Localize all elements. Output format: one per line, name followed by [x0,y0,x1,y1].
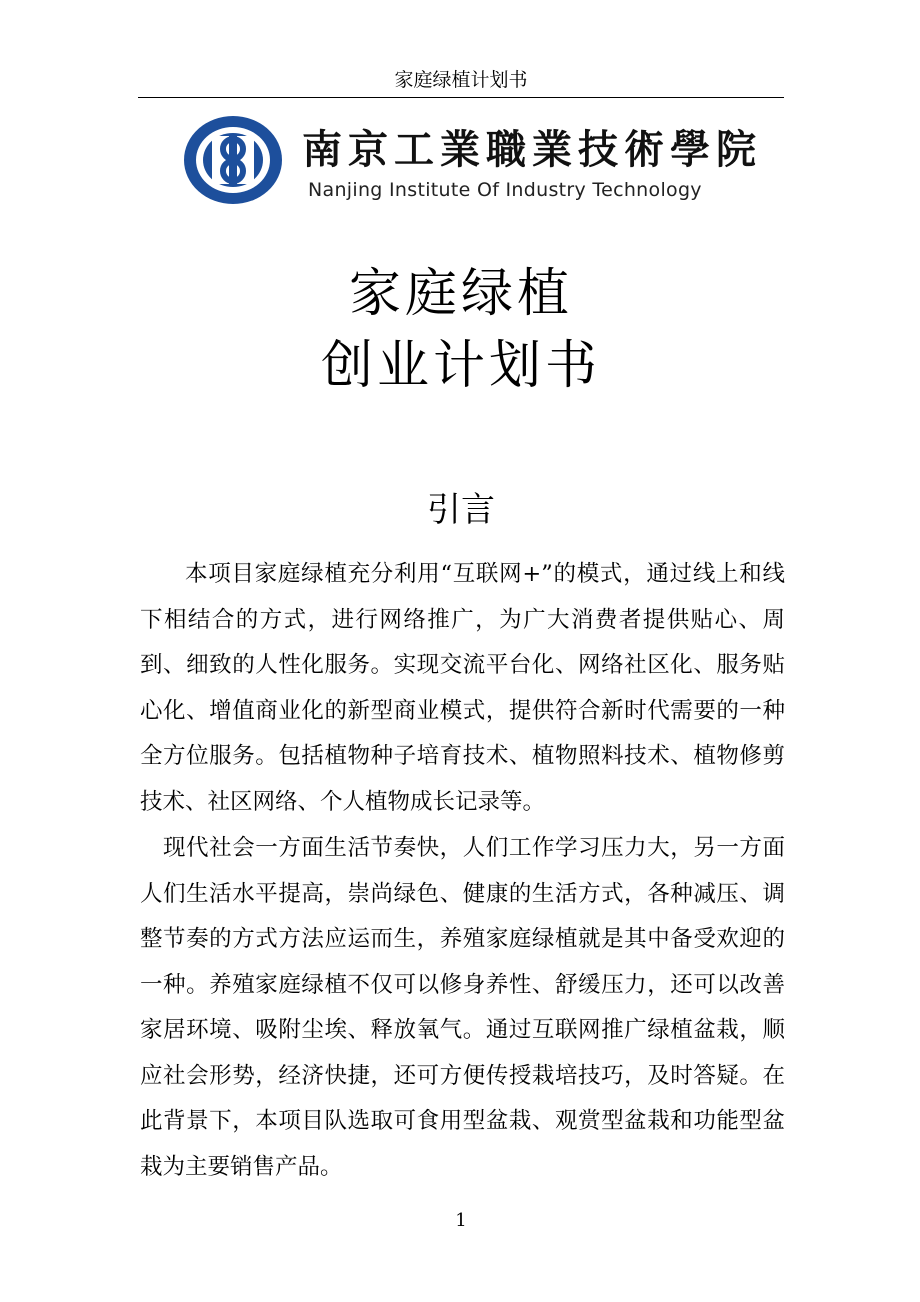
institution-logo [182,112,762,212]
section-heading: 引言 [427,490,495,530]
school-emblem-icon [182,114,284,206]
document-title-line-1: 家庭绿植 [348,264,573,324]
institution-name-en: Nanjing Institute Of Industry Technology [308,179,702,201]
header-rule [138,97,784,98]
intro-paragraph-1: 本项目家庭绿植充分利用“互联网+”的模式，通过线上和线下相结合的方式，进行网络推广，为广大消费者提供贴心、周到、细致的人性化服务。实现交流平台化、网络社区化、服务贴心化、增值商业化的新型商业模式，提供符合新时代需要的一种全方位服务。包括植物种子培育技术、植物照料技术、植物修剪技术、社区网络、个人植物成长记录等。 [140,561,785,815]
document-title-line-2: 创业计划书 [320,336,601,396]
intro-paragraph-2: 现代社会一方面生活节奏快，人们工作学习压力大，另一方面人们生活水平提高，崇尚绿色、健康的生活方式，各种减压、调整节奏的方式方法应运而生，养殖家庭绿植就是其中备受欢迎的一种。养殖家庭绿植不仅可以修身养性、舒缓压力，还可以改善家居环境、吸附尘埃、释放氧气。通过互联网推广绿植盆栽，顺应社会形势，经济快捷，还可方便传授栽培技巧，及时答疑。在此背景下，本项目队选取可食用型盆栽、观赏型盆栽和功能型盆栽为主要销售产品。 [140,835,785,1180]
running-header: 家庭绿植计划书 [394,69,528,91]
page-number: 1 [455,1210,467,1231]
institution-name-cn: 南京工業職業技術學院 [302,126,762,173]
